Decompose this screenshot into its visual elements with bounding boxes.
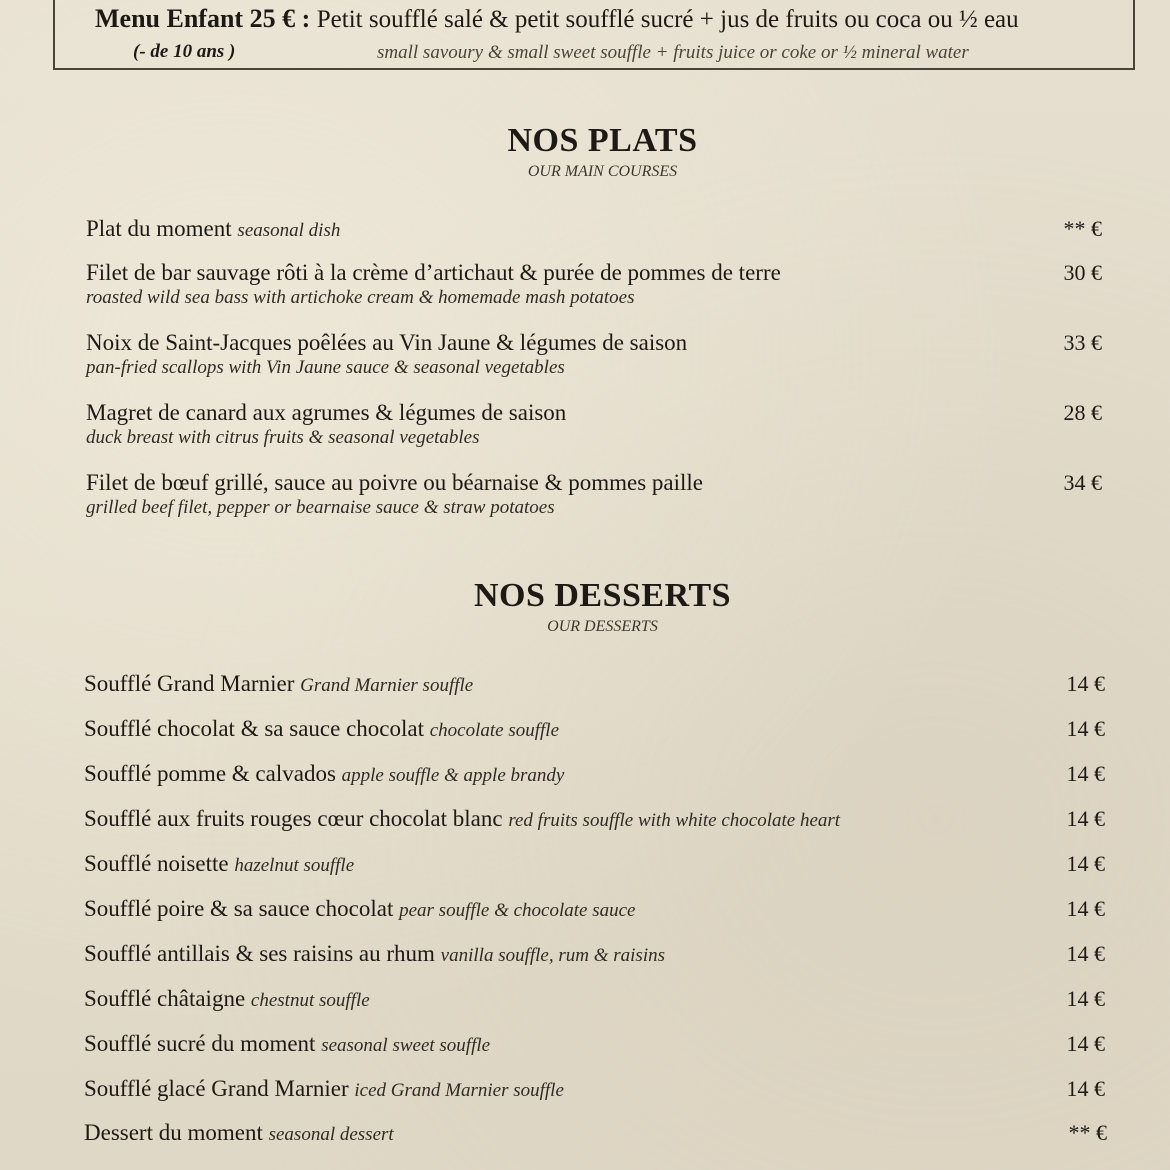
main-item-price: 30 € — [1063, 260, 1102, 285]
main-item-name: Plat du moment seasonal dish — [86, 216, 341, 241]
main-item-english: pan-fried scallops with Vin Jaune sauce & seasonal vegetables — [86, 357, 565, 378]
dessert-item-price: 14 € — [1066, 1031, 1105, 1056]
main-item — [86, 470, 1106, 519]
main-item-price: 28 € — [1063, 400, 1102, 425]
dessert-item — [84, 1031, 1109, 1057]
dessert-item-english: apple souffle & apple brandy — [341, 765, 565, 786]
main-item — [86, 330, 1106, 379]
desserts-section-title: NOS DESSERTS — [473, 577, 732, 614]
main-item — [86, 400, 1106, 449]
dessert-item-name: Soufflé sucré du moment seasonal sweet souffle — [84, 1031, 491, 1056]
dessert-item-english: Grand Marnier souffle — [300, 675, 474, 696]
dessert-item-english: seasonal sweet souffle — [321, 1035, 491, 1056]
kids-menu-title: Menu Enfant 25 € : — [95, 4, 311, 33]
dessert-item — [84, 671, 1109, 697]
dessert-item — [84, 896, 1109, 922]
dessert-item-english: pear souffle & chocolate sauce — [399, 900, 636, 921]
kids-menu-age: (- de 10 ans ) — [133, 41, 236, 62]
dessert-item-english: red fruits souffle with white chocolate heart — [508, 810, 841, 831]
dessert-item-name: Soufflé noisette hazelnut souffle — [84, 851, 355, 876]
main-item-english: grilled beef filet, pepper or bearnaise sauce & straw potatoes — [86, 497, 555, 518]
dessert-item — [84, 761, 1109, 787]
main-item — [86, 216, 1106, 242]
dessert-item-name: Soufflé poire & sa sauce chocolat pear souffle & chocolate sauce — [84, 896, 636, 921]
kids-menu-description-en: small savoury & small sweet souffle + fruits juice or coke or ½ mineral water — [377, 42, 969, 63]
mains-section-subtitle: OUR MAIN COURSES — [527, 163, 678, 180]
main-item-english: roasted wild sea bass with artichoke cream & homemade mash potatoes — [86, 287, 635, 308]
dessert-item-english: hazelnut souffle — [234, 855, 355, 876]
dessert-item — [84, 1120, 1111, 1146]
main-item-name: Noix de Saint-Jacques poêlées au Vin Jaune & légumes de saison — [86, 330, 688, 355]
dessert-item-name: Soufflé Grand Marnier Grand Marnier souffle — [84, 671, 474, 696]
main-item-name: Filet de bar sauvage rôti à la crème d’artichaut & purée de pommes de terre — [86, 260, 781, 285]
main-item-english: seasonal dish — [237, 220, 341, 241]
main-item-price: ** € — [1063, 216, 1102, 241]
dessert-item-name: Soufflé châtaigne chestnut souffle — [84, 986, 370, 1011]
main-item-name: Magret de canard aux agrumes & légumes de saison — [86, 400, 567, 425]
kids-menu-line — [95, 4, 1019, 34]
dessert-item — [84, 851, 1109, 877]
dessert-item — [84, 1076, 1109, 1102]
dessert-item — [84, 986, 1109, 1012]
main-item-english: duck breast with citrus fruits & seasonal vegetables — [86, 427, 480, 448]
main-item-price: 33 € — [1063, 330, 1102, 355]
dessert-item-price: 14 € — [1066, 716, 1105, 741]
dessert-item-name: Soufflé glacé Grand Marnier iced Grand Marnier souffle — [84, 1076, 564, 1101]
dessert-item-english: seasonal dessert — [268, 1124, 394, 1145]
main-item — [86, 260, 1106, 309]
dessert-item-english: vanilla souffle, rum & raisins — [440, 945, 665, 966]
kids-menu-box — [53, 0, 1135, 70]
dessert-item-price: 14 € — [1066, 671, 1105, 696]
dessert-item-price: ** € — [1068, 1120, 1107, 1145]
main-item-price: 34 € — [1063, 470, 1102, 495]
mains-section-title: NOS PLATS — [507, 122, 698, 159]
dessert-item — [84, 806, 1109, 832]
dessert-item — [84, 716, 1109, 742]
dessert-item-price: 14 € — [1066, 896, 1105, 921]
dessert-item-english: iced Grand Marnier souffle — [354, 1080, 564, 1101]
dessert-item-price: 14 € — [1066, 851, 1105, 876]
dessert-item-name: Dessert du moment seasonal dessert — [84, 1120, 394, 1145]
dessert-item-price: 14 € — [1066, 761, 1105, 786]
kids-menu-description: Petit soufflé salé & petit soufflé sucré + jus de fruits ou coca ou ½ eau — [316, 6, 1019, 33]
main-item-name: Filet de bœuf grillé, sauce au poivre ou béarnaise & pommes paille — [86, 470, 703, 495]
dessert-item-name: Soufflé antillais & ses raisins au rhum vanilla souffle, rum & raisins — [84, 941, 665, 966]
dessert-item-english: chestnut souffle — [250, 990, 370, 1011]
dessert-item-price: 14 € — [1066, 986, 1105, 1011]
dessert-item-english: chocolate souffle — [429, 720, 560, 741]
dessert-item-price: 14 € — [1066, 941, 1105, 966]
dessert-item-name: Soufflé pomme & calvados apple souffle & apple brandy — [84, 761, 565, 786]
dessert-item — [84, 941, 1109, 967]
desserts-section-subtitle: OUR DESSERTS — [547, 618, 658, 635]
dessert-item-name: Soufflé aux fruits rouges cœur chocolat blanc red fruits souffle with white chocolate heart — [84, 806, 841, 831]
dessert-item-price: 14 € — [1066, 1076, 1105, 1101]
dessert-item-name: Soufflé chocolat & sa sauce chocolat chocolate souffle — [84, 716, 560, 741]
dessert-item-price: 14 € — [1066, 806, 1105, 831]
